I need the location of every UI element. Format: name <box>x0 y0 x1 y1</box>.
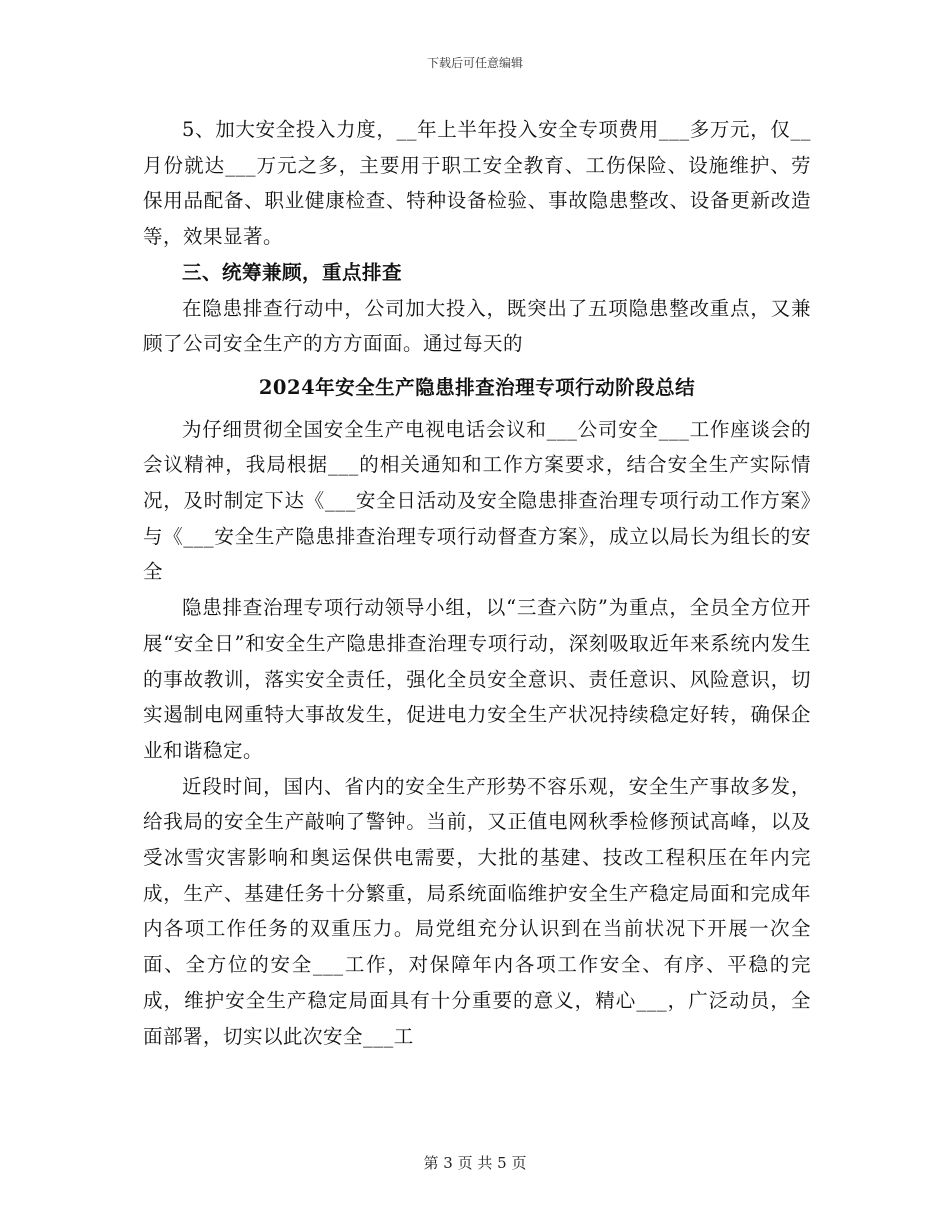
paragraph-leadership-group: 隐患排查治理专项行动领导小组，以“三查六防”为重点，全员全方位开展“安全日”和安全生产隐患排查治理专项行动，深刻吸取近年来系统内发生的事故教训，落实安全责任，强化全员安全意识、责任意识、风险意识，切实遏制电网重特大事故发生，促进电力安全生产状况持续稳定好转，确保企业和谐稳定。 <box>143 596 811 762</box>
page-number: 第 3 页 共 5 页 <box>423 1154 527 1172</box>
document-title: 2024年安全生产隐患排查治理专项行动阶段总结 <box>258 375 696 399</box>
document-body <box>143 112 811 1054</box>
paragraph-inspection: 在隐患排查行动中，公司加大投入，既突出了五项隐患整改重点，又兼顾了公司安全生产的方方面面。通过每天的 <box>143 296 811 356</box>
section-heading-3: 三、统筹兼顾，重点排查 <box>182 260 403 284</box>
paragraph-situation: 近段时间，国内、省内的安全生产形势不容乐观，安全生产事故多发，给我局的安全生产敲响了警钟。当前，又正值电网秋季检修预试高峰，以及受冰雪灾害影响和奥运保供电需要，大批的基建、技改工程积压在年内完成，生产、基建任务十分繁重，局系统面临维护安全生产稳定局面和完成年内各项工作任务的双重压力。局党组充分认识到在当前状况下开展一次全面、全方位的安全___工作，对保障年内各项工作安全、有序、平稳的完成，维护安全生产稳定局面具有十分重要的意义，精心___，广泛动员，全面部署，切实以此次安全___工 <box>143 774 811 1048</box>
page-header-note: 下载后可任意编辑 <box>426 56 523 70</box>
paragraph-investment: 5、加大安全投入力度，__年上半年投入安全专项费用___多万元，仅__月份就达___万元之多，主要用于职工安全教育、工伤保险、设施维护、劳保用品配备、职业健康检查、特种设备检验、事故隐患整改、设备更新改造等，效果显著。 <box>143 118 811 249</box>
paragraph-intro: 为仔细贯彻全国安全生产电视电话会议和___公司安全___工作座谈会的会议精神，我局根据___的相关通知和工作方案要求，结合安全生产实际情况，及时制定下达《___安全日活动及安全隐患排查治理专项行动工作方案》与《___安全生产隐患排查治理专项行动督查方案》，成立以局长为组长的安全 <box>143 417 811 584</box>
